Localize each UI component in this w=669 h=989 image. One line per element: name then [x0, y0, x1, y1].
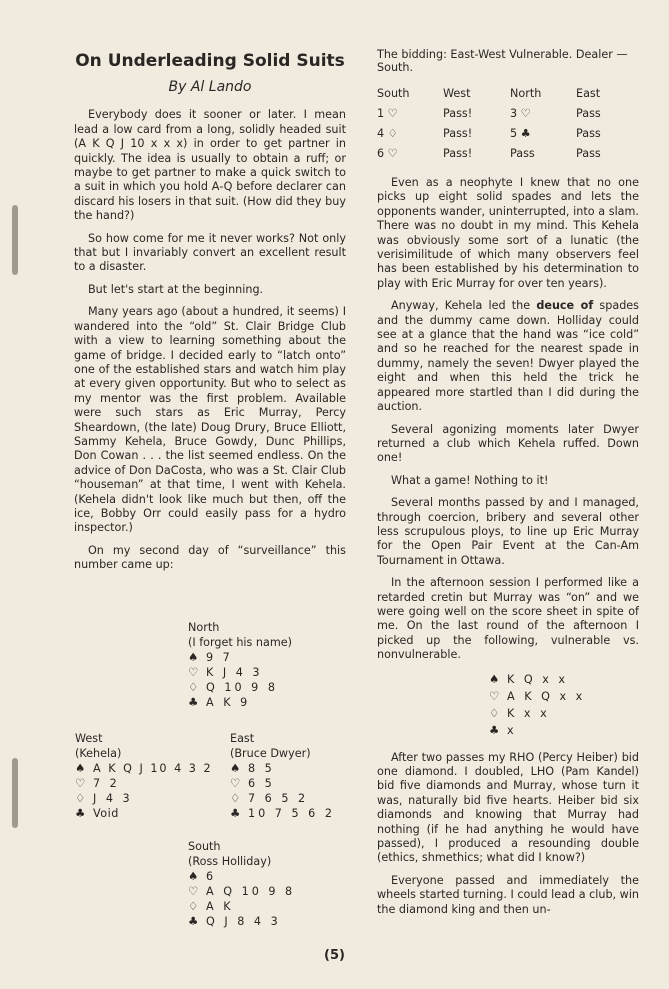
west-player: (Kehela) — [75, 747, 122, 760]
staple-mark — [12, 758, 18, 828]
paragraph: On my second day of “surveillance” this number came up: — [74, 543, 346, 572]
my-clubs: x — [507, 723, 517, 737]
heart-icon: ♡ — [188, 884, 199, 898]
paragraph: Many years ago (about a hundred, it seems) I wandered into the “old” St. Clair Bridge Club with a view to learning something about the game of bridge. I decided early to “latch onto” one of the established stars and watch him play at every given opportunity. But who to select as my mentor was the first problem. Available were such stars as Eric Murray, Percy Sheardown, (the late) Doug Drury, Bruce Elliott, Sammy Kehela, Bruce Gowdy, Dunc Phillips, Don Cowan . . . the list seemed endless. On the advice of Don DaCosta, who was a St. Clair Club “houseman” at that time, I went with Kehela. (Kehela didn't look like much but then, off the ice, Bobby Orr could easily pass for a hydro inspector.) — [74, 305, 346, 535]
my-hearts: A K Q x x — [507, 689, 586, 703]
club-icon: ♣ — [188, 695, 199, 709]
spade-icon: ♠ — [230, 761, 241, 775]
heart-icon: ♡ — [188, 665, 199, 679]
bid-cell: Pass! — [443, 106, 473, 120]
east-diamonds: 7 6 5 2 — [248, 792, 309, 805]
paragraph: Several agonizing moments later Dwyer returned a club which Kehela ruffed. Down one! — [377, 422, 639, 465]
paragraph-text: Anyway, Kehela led the — [391, 299, 537, 313]
north-label: North — [188, 621, 220, 634]
paragraph: What a game! Nothing to it! — [391, 473, 549, 487]
paragraph: Even as a neophyte I knew that no one picks up eight solid spades and lets the opponents wander, uninterrupted, into a slam. There was no doubt in my mind. This Kehela was obviously some sort of a lunatic (the verisimilitude of which many observers feel has been established by his determination to play with Eric Murray for over ten years). — [377, 176, 639, 290]
spade-icon: ♠ — [188, 650, 199, 664]
spade-icon: ♠ — [489, 671, 500, 686]
heart-icon: ♡ — [230, 776, 241, 790]
south-hearts: A Q 10 9 8 — [206, 885, 296, 898]
my-hand — [489, 671, 639, 739]
east-hand — [230, 731, 335, 821]
diamond-icon: ♢ — [188, 680, 199, 694]
north-spades: 9 7 — [206, 651, 233, 664]
club-icon: ♣ — [188, 914, 199, 928]
paragraph: Everybody does it sooner or later. I mean lead a low card from a long, solidly headed suit (A K Q J 10 x x x) in order to get partner in quickly. The idea is usually to obtain a ruff; or maybe to get partner to make a quick switch to a suit in which you hold A-Q before declarer can discard his losers in that suit. (How did they buy the hand?) — [74, 108, 346, 223]
diamond-icon: ♢ — [230, 791, 241, 805]
club-icon: ♣ — [75, 806, 86, 820]
bid-cell: 1 ♡ — [377, 106, 398, 120]
paragraph — [377, 299, 639, 414]
bid-cell: Pass! — [443, 126, 473, 140]
east-clubs: 10 7 5 6 2 — [248, 807, 335, 820]
south-diamonds: A K — [206, 900, 234, 913]
bid-cell: 5 ♣ — [510, 126, 531, 140]
paragraph: So how come for me it never works? Not only that but I invariably convert an excellent result to a disaster. — [74, 231, 346, 274]
west-hearts: 7 2 — [93, 777, 120, 790]
diamond-icon: ♢ — [489, 705, 500, 720]
bidding-row — [377, 124, 636, 144]
east-hearts: 6 5 — [248, 777, 275, 790]
south-clubs: Q J 8 4 3 — [206, 915, 281, 928]
my-spades: K Q x x — [507, 672, 569, 686]
spade-icon: ♠ — [188, 869, 199, 883]
bidding-row — [377, 104, 636, 124]
north-hearts: K J 4 3 — [206, 666, 263, 679]
article-byline: By Al Lando — [168, 79, 252, 95]
south-spades: 6 — [206, 870, 217, 883]
north-clubs: A K 9 — [206, 696, 251, 709]
bid-cell: Pass — [576, 106, 601, 120]
diamond-icon: ♢ — [75, 791, 86, 805]
paragraph-text: spades and the dummy came down. Holliday could see at a glance that the hand was “ice cold” and so he reached for the nearest spade in dummy, namely the seven! Dwyer played the eight and when this held the trick he appeared more startled than I did during the auction. — [377, 299, 640, 414]
bid-cell: 3 ♡ — [510, 106, 531, 120]
bid-cell: Pass — [510, 146, 535, 160]
article-title: On Underleading Solid Suits — [75, 51, 345, 71]
west-hand — [75, 731, 213, 821]
west-label: West — [75, 732, 103, 745]
west-spades: A K Q J 10 4 3 2 — [93, 762, 213, 775]
east-spades: 8 5 — [248, 762, 275, 775]
north-diamonds: Q 10 9 8 — [206, 681, 278, 694]
south-label: South — [188, 840, 221, 853]
right-column — [377, 48, 639, 925]
left-column — [74, 48, 346, 581]
bid-cell: Pass — [576, 126, 601, 140]
page-number: (5) — [324, 948, 345, 963]
paragraph: After two passes my RHO (Percy Heiber) bid one diamond. I doubled, LHO (Pam Kandel) bid five diamonds and Murray, whose turn it was, naturally bid five hearts. Heiber bid six diamonds and knowing that Murray had nothing (if he had anything he would have passed), I produced a resounding double (ethics, shmethics; what did I know?) — [377, 750, 639, 865]
club-icon: ♣ — [489, 722, 500, 737]
bidding-table — [377, 84, 636, 164]
north-hand — [188, 620, 292, 710]
bidding-header-row — [377, 84, 636, 104]
emphasis-text: deuce of — [536, 299, 594, 313]
west-diamonds: J 4 3 — [93, 792, 133, 805]
south-player: (Ross Holliday) — [188, 855, 272, 868]
east-player: (Bruce Dwyer) — [230, 747, 311, 760]
bidding-header: North — [510, 86, 542, 100]
paragraph: Several months passed by and I managed, through coercion, bribery and several other less scrupulous ploys, to line up Eric Murray for the Open Pair Event at the Can-Am Tournament in Ottawa. — [377, 496, 639, 567]
diamond-icon: ♢ — [188, 899, 199, 913]
west-clubs: Void — [93, 807, 119, 820]
bid-cell: 4 ♢ — [377, 126, 398, 140]
east-label: East — [230, 732, 255, 745]
bidding-header: West — [443, 86, 471, 100]
bidding-intro: The bidding: East-West Vulnerable. Dealer — South. — [377, 48, 628, 74]
bid-cell: 6 ♡ — [377, 146, 398, 160]
my-diamonds: K x x — [507, 706, 550, 720]
staple-mark — [12, 205, 18, 275]
south-hand — [188, 839, 295, 929]
paragraph: Everyone passed and immediately the wheels started turning. I could lead a club, win the diamond king and then un- — [377, 873, 640, 916]
heart-icon: ♡ — [75, 776, 86, 790]
paragraph: In the afternoon session I performed like a retarded cretin but Murray was “on” and we were going well on the score sheet in spite of me. On the last round of the afternoon I picked up the following, vulnerable vs. nonvulnerable. — [377, 576, 639, 662]
spade-icon: ♠ — [75, 761, 86, 775]
bidding-header: South — [377, 86, 410, 100]
paragraph: But let's start at the beginning. — [88, 282, 264, 296]
bid-cell: Pass! — [443, 146, 473, 160]
heart-icon: ♡ — [489, 688, 500, 703]
bidding-row — [377, 144, 636, 164]
bidding-header: East — [576, 86, 601, 100]
bid-cell: Pass — [576, 146, 601, 160]
north-player: (I forget his name) — [188, 636, 293, 649]
club-icon: ♣ — [230, 806, 241, 820]
